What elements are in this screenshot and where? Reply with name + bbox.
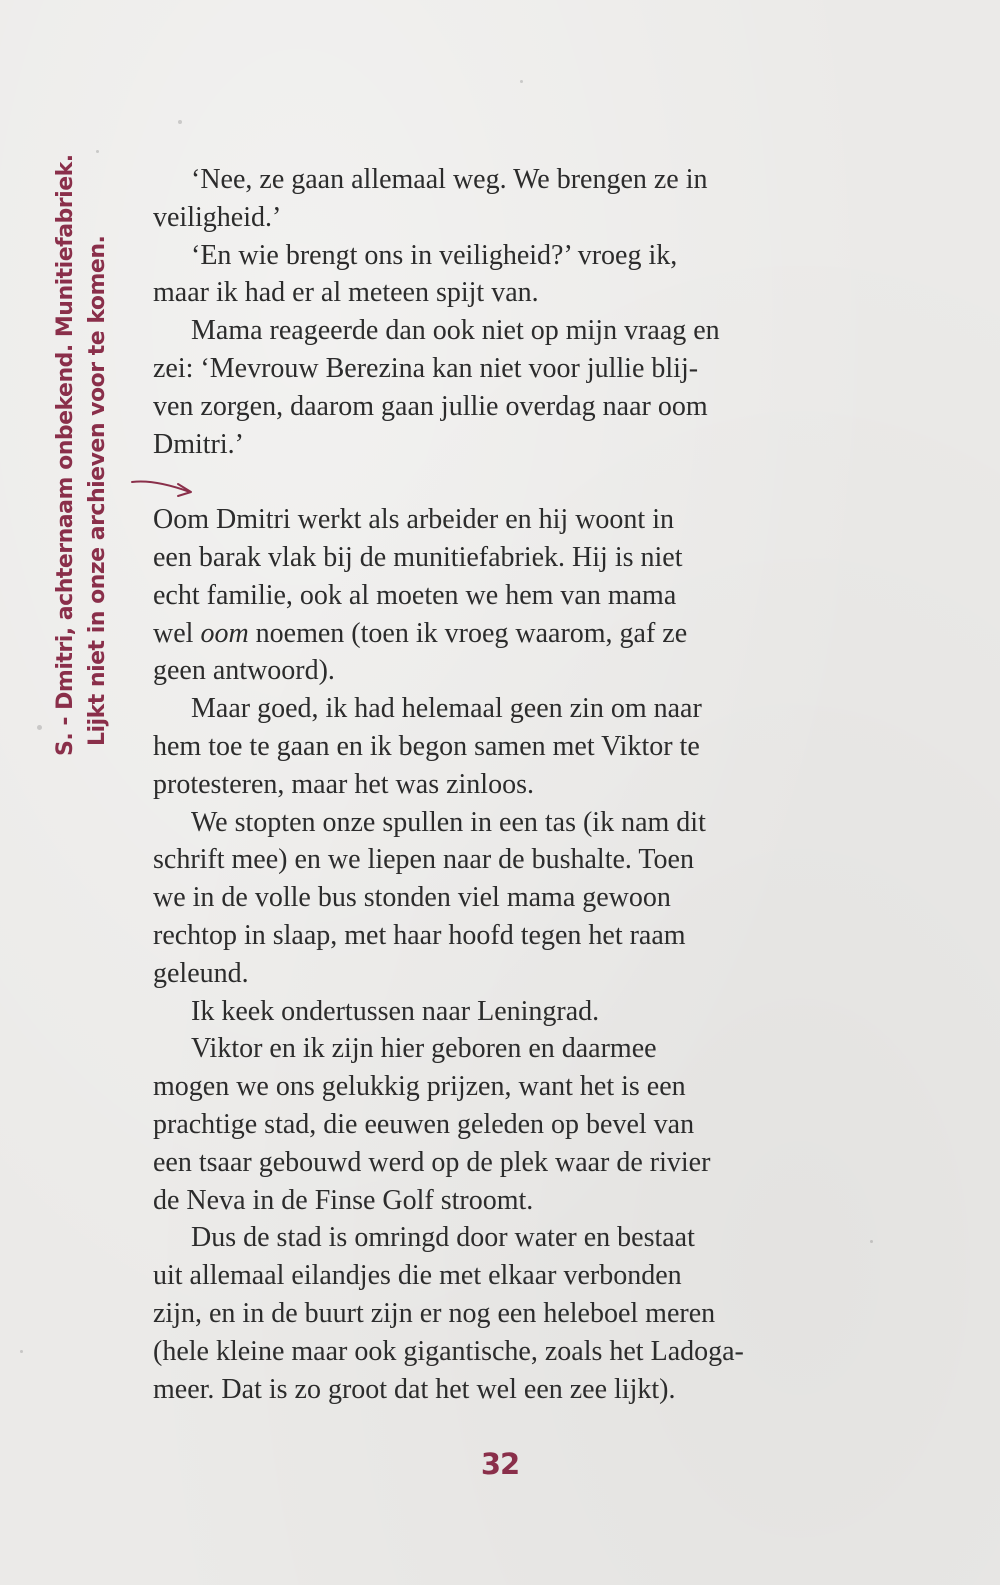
- text-line: (hele kleine maar ook gigantische, zoals het Ladoga-: [153, 1335, 744, 1367]
- text-line: zei: ‘Mevrouw Berezina kan niet voor jullie blij-: [153, 352, 699, 384]
- text-line: hem toe te gaan en ik begon samen met Viktor te: [153, 730, 700, 762]
- text-line: zijn, en in de buurt zijn er nog een heleboel meren: [153, 1297, 716, 1329]
- text-line: We stopten onze spullen in een tas (ik nam dit: [191, 806, 706, 838]
- text-line: echt familie, ook al moeten we hem van mama: [153, 579, 677, 611]
- paper-speck: [520, 80, 523, 83]
- italic-word: oom: [200, 617, 249, 649]
- text-line: uit allemaal eilandjes die met elkaar verbonden: [153, 1260, 682, 1292]
- text-line: Maar goed, ik had helemaal geen zin om naar: [191, 693, 702, 725]
- paper-speck: [96, 150, 99, 153]
- text-line: de Neva in de Finse Golf stroomt.: [153, 1184, 534, 1216]
- paper-speck: [37, 725, 42, 730]
- text-span: wel: [153, 617, 201, 649]
- text-line: rechtop in slaap, met haar hoofd tegen het raam: [153, 919, 686, 951]
- handwritten-margin-note: [50, 154, 114, 756]
- text-line: Ik keek ondertussen naar Leningrad.: [191, 995, 600, 1027]
- text-line: Dmitri.’: [153, 428, 244, 460]
- text-line: schrift mee) en we liepen naar de bushalte. Toen: [153, 844, 694, 876]
- text-line: prachtige stad, die eeuwen geleden op bevel van: [153, 1108, 695, 1140]
- paper-speck: [870, 1240, 873, 1243]
- paper-speck: [178, 120, 182, 124]
- body-text: [153, 161, 853, 1408]
- text-line: geleund.: [153, 957, 249, 989]
- text-line: ‘En wie brengt ons in veiligheid?’ vroeg ik,: [191, 239, 678, 271]
- text-line: protesteren, maar het was zinloos.: [153, 768, 534, 800]
- paper-speck: [20, 1350, 23, 1353]
- text-line: maar ik had er al meteen spijt van.: [153, 277, 539, 309]
- text-line: we in de volle bus stonden viel mama gewoon: [153, 882, 671, 914]
- text-line: [153, 615, 853, 653]
- text-line: ‘Nee, ze gaan allemaal weg. We brengen ze in: [191, 164, 708, 195]
- text-line: meer. Dat is zo groot dat het wel een zee lijkt).: [153, 1373, 676, 1405]
- text-line: een barak vlak bij de munitiefabriek. Hij is niet: [153, 541, 683, 573]
- margin-note-line-2: Lijkt niet in onze archieven voor te komen.: [85, 235, 110, 746]
- text-line: Oom Dmitri werkt als arbeider en hij woont in: [153, 504, 674, 536]
- text-line: een tsaar gebouwd werd op de plek waar de rivier: [153, 1146, 711, 1178]
- text-line: Viktor en ik zijn hier geboren en daarmee: [191, 1033, 657, 1065]
- text-line: Dus de stad is omringd door water en bestaat: [191, 1222, 695, 1254]
- text-line: veiligheid.’: [153, 201, 282, 233]
- text-span: noemen (toen ik vroeg waarom, gaf ze: [248, 617, 688, 649]
- text-line: Mama reageerde dan ook niet op mijn vraag en: [191, 315, 720, 347]
- page-number: 32: [480, 1447, 520, 1481]
- text-line: geen antwoord).: [153, 655, 335, 687]
- margin-note-line-1: S. - Dmitri, achternaam onbekend. Munitiefabriek.: [53, 154, 78, 756]
- text-line: ven zorgen, daarom gaan jullie overdag naar oom: [153, 390, 708, 422]
- text-line: mogen we ons gelukkig prijzen, want het is een: [153, 1071, 686, 1103]
